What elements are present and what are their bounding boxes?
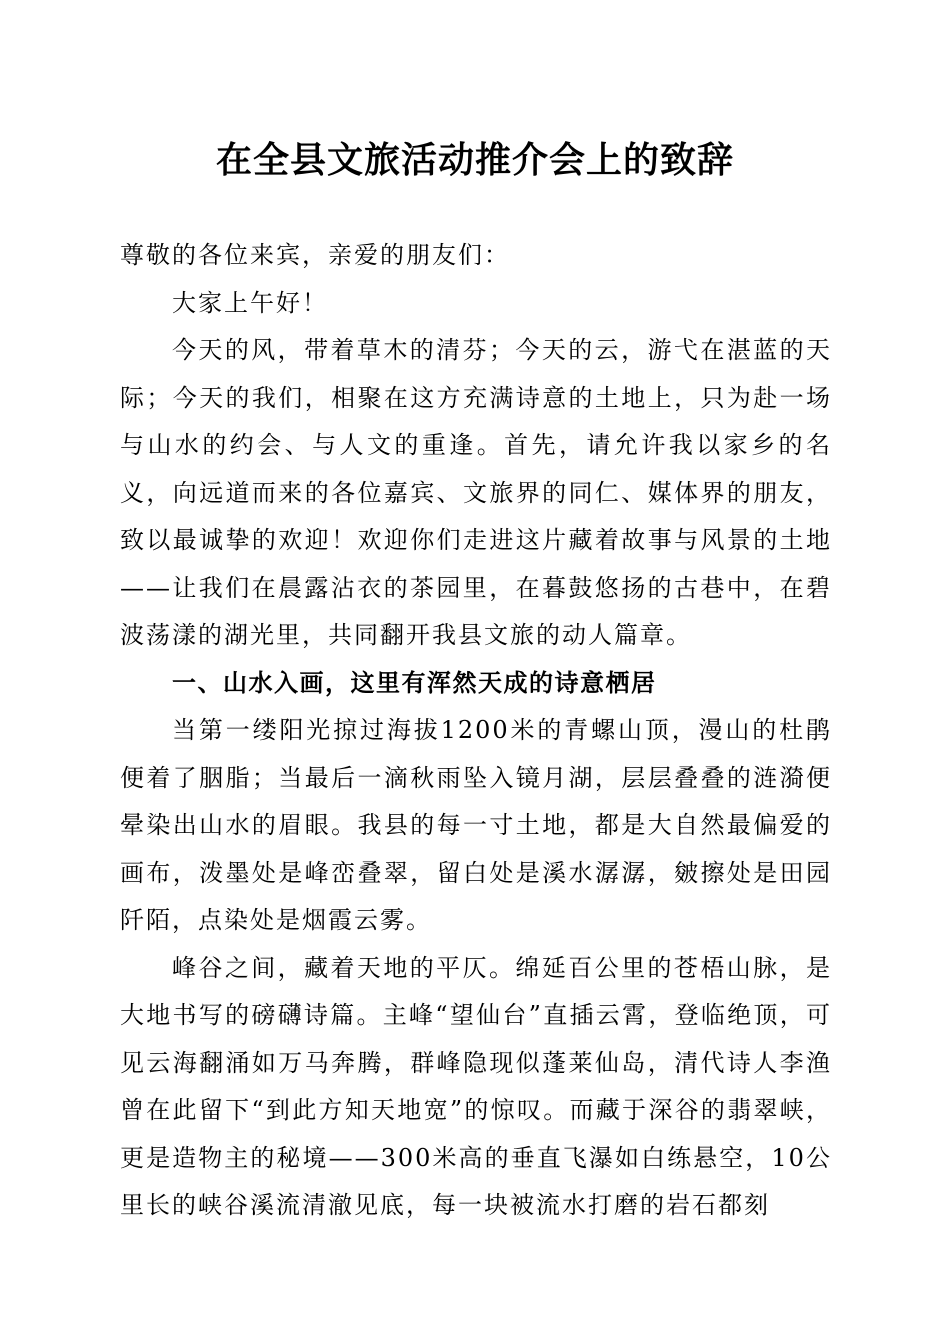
- salutation: 尊敬的各位来宾，亲爱的朋友们：: [120, 241, 510, 269]
- greeting: 大家上午好！: [172, 288, 328, 317]
- paragraph: 当第一缕阳光掠过海拔1200米的青螺山顶，漫山的杜鹃便着了胭脂；当最后一滴秋雨坠入镜月湖，层层叠叠的涟漪便晕染出山水的眉眼。我县的每一寸土地，都是大自然最偏爱的画布，泼墨处是峰峦叠翠，留白处是溪水潺潺，皴擦处是田园阡陌，点染处是烟霞云雾。: [120, 716, 832, 934]
- document-title: 在全县文旅活动推介会上的致辞: [215, 139, 734, 181]
- paragraph: 今天的风，带着草木的清芬；今天的云，游弋在湛蓝的天际；今天的我们，相聚在这方充满诗意的土地上，只为赴一场与山水的约会、与人文的重逢。首先，请允许我以家乡的名义，向远道而来的各位嘉宾、文旅界的同仁、媒体界的朋友，致以最诚挚的欢迎！欢迎你们走进这片藏着故事与风景的土地——让我们在晨露沾衣的茶园里，在暮鼓悠扬的古巷中，在碧波荡漾的湖光里，共同翻开我县文旅的动人篇章。: [120, 336, 832, 649]
- section-heading: 一、山水入画，这里有浑然天成的诗意栖居: [172, 668, 657, 697]
- document-body: [120, 232, 832, 1230]
- paragraph: 峰谷之间，藏着天地的平仄。绵延百公里的苍梧山脉，是大地书写的磅礴诗篇。主峰“望仙台”直插云霄，登临绝顶，可见云海翻涌如万马奔腾，群峰隐现似蓬莱仙岛，清代诗人李渔曾在此留下“到此方知天地宽”的惊叹。而藏于深谷的翡翠峡，更是造物主的秘境——300米高的垂直飞瀑如白练悬空，10公里长的峡谷溪流清澈见底，每一块被流水打磨的岩石都刻: [120, 953, 832, 1219]
